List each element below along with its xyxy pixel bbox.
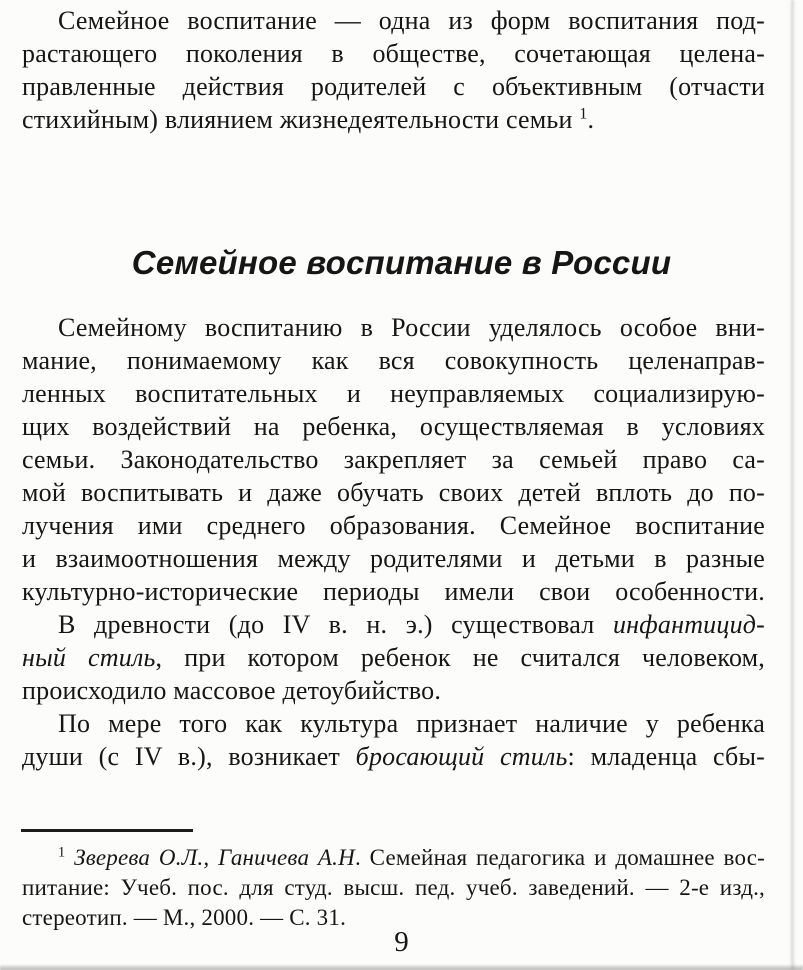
text-line (22, 311, 765, 344)
text-line (22, 37, 765, 70)
text-line (22, 608, 765, 641)
text-segment: лучения ими среднего образования. Семейное воспитание (22, 511, 765, 540)
text-line (22, 410, 765, 443)
text-segment (65, 845, 74, 870)
text-line (22, 509, 765, 542)
emphasized-text: бросающий стиль (355, 742, 568, 771)
text-segment: культурно-исторические периоды имели свои особенности. (22, 577, 765, 606)
text-segment: питание: Учеб. пос. для студ. высш. пед. учеб. заведений. — 2-е изд., (22, 875, 765, 900)
text-segment: Семейному воспитанию в России уделялось особое вни- (58, 313, 765, 342)
text-line (22, 70, 765, 103)
text-line (22, 377, 765, 410)
text-line (22, 740, 765, 773)
emphasized-text: Зверева О.Л., Ганичева А.Н (74, 845, 355, 870)
text-segment: стереотип. — М., 2000. — С. 31. (22, 905, 347, 930)
text-segment: В древности (до IV в. н. э.) существовал (58, 610, 613, 639)
text-segment: . Семейная педагогика и домашнее вос- (354, 845, 765, 870)
text-line (22, 476, 765, 509)
text-segment: души (с IV в.), возникает (22, 742, 356, 771)
text-segment: семьи. Законодательство закрепляет за семьей право са- (22, 445, 765, 474)
scan-edge-right (791, 0, 794, 970)
text-segment: , при котором ребенок не считался человеком, (155, 643, 766, 672)
text-segment: : младенца сбы- (567, 742, 766, 771)
text-segment: щих воздействий на ребенка, осуществляемая в условиях (22, 412, 765, 441)
text-line (22, 4, 765, 37)
text-line (22, 641, 765, 674)
text-segment: По мере того как культура признает наличие у ребенка (58, 709, 765, 738)
text-segment: стихийным) влиянием жизнедеятельности семьи (22, 105, 580, 134)
text-segment: растающего поколения в обществе, сочетающая целена- (22, 39, 765, 68)
text-line (22, 443, 765, 476)
text-segment: ленных воспитательных и неуправляемых социализирую- (22, 379, 765, 408)
text-line (22, 344, 765, 377)
text-line (22, 707, 765, 740)
text-segment: мание, понимаемому как вся совокупность целенаправ- (22, 346, 765, 375)
scan-edge-bottom (0, 964, 803, 970)
text-line (22, 575, 765, 608)
footnote-reference: 1 (58, 844, 66, 861)
text-line (22, 542, 765, 575)
text-line (22, 843, 765, 873)
footnote-reference: 1 (579, 105, 588, 123)
main-text (22, 311, 765, 773)
emphasized-text: инфантицид- (612, 610, 765, 639)
text-segment: Семейное воспитание — одна из форм воспитания под- (58, 6, 765, 35)
section-heading: Семейное воспитание в России (131, 244, 672, 281)
text-segment: . (587, 105, 595, 134)
text-line (22, 674, 765, 707)
page-number: 9 (394, 926, 409, 958)
emphasized-text: ный стиль (22, 643, 156, 672)
intro-paragraph (22, 4, 765, 136)
text-segment: мой воспитывать и даже обучать своих детей вплоть до по- (22, 478, 765, 507)
text-segment: и взаимоотношения между родителями и детьми в разные (22, 544, 765, 573)
footnote-divider (21, 829, 193, 832)
text-line (22, 103, 765, 136)
text-line (22, 873, 765, 903)
text-segment: правленные действия родителей с объективным (отчасти (22, 72, 765, 101)
footnote-text (22, 843, 765, 933)
text-segment: происходило массовое детоубийство. (22, 676, 442, 705)
